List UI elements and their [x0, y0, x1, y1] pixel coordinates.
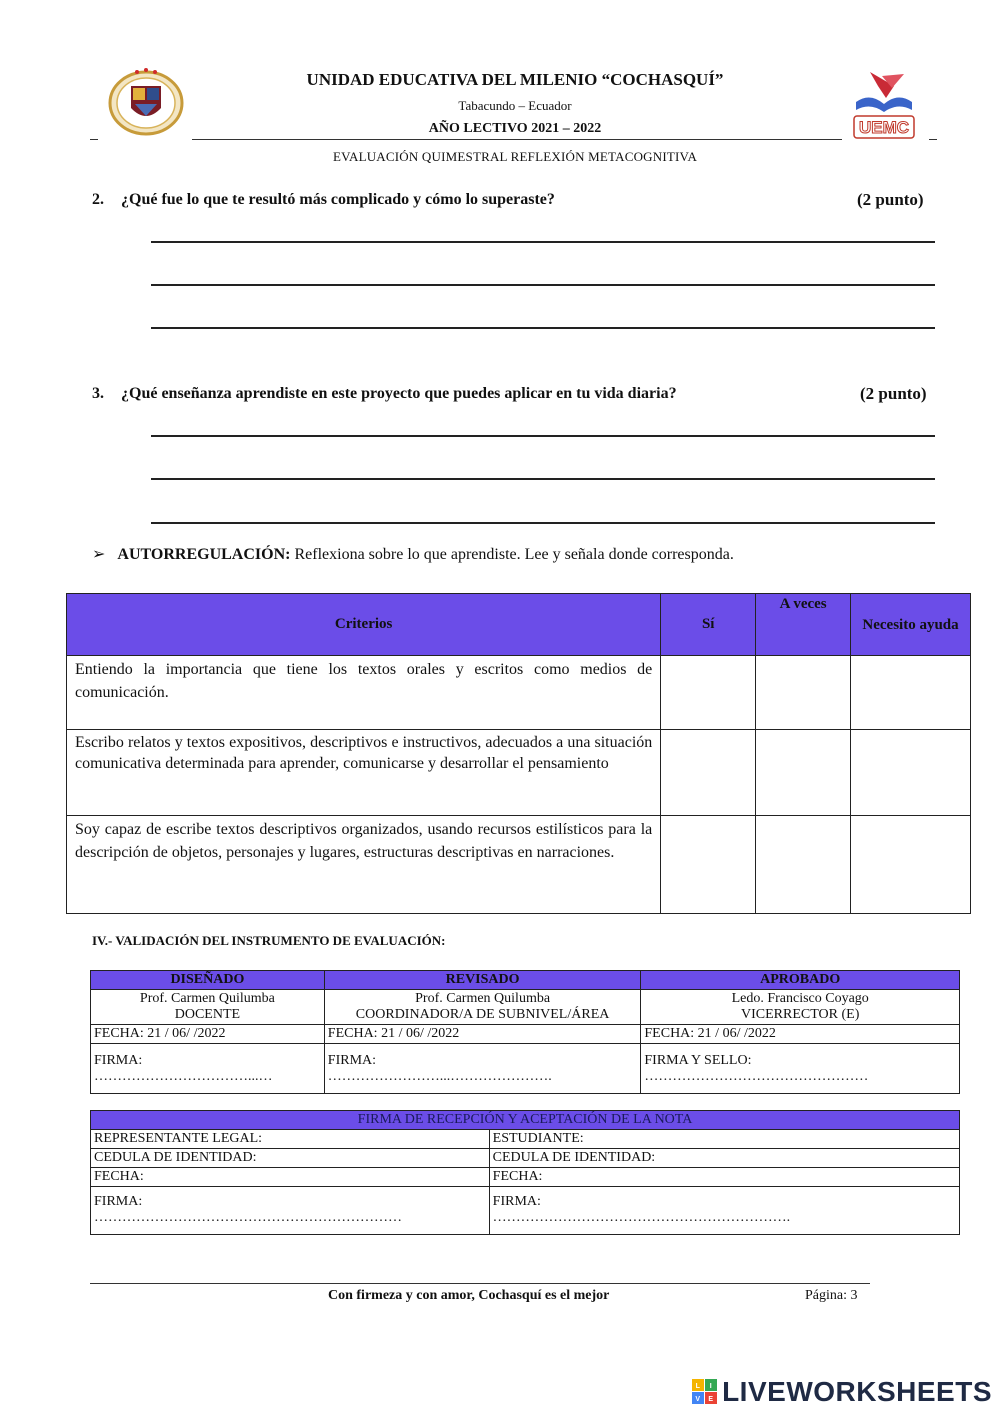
criteria-header-row	[67, 594, 971, 656]
signature-dots: ……………………………...…	[94, 1069, 273, 1084]
representante-field[interactable]: REPRESENTANTE LEGAL:	[91, 1130, 490, 1149]
signature-label: FIRMA:	[94, 1053, 143, 1068]
signature-field[interactable]	[641, 1044, 960, 1094]
revisado-header: REVISADO	[324, 971, 641, 990]
check-cell-necesito-ayuda[interactable]	[851, 816, 971, 914]
page-number: Página: 3	[805, 1288, 858, 1303]
disenado-header: DISEÑADO	[91, 971, 325, 990]
criteria-text: Escribo relatos y textos expositivos, descriptivos e instructivos, adecuados a una situación comunicativa determinada para aprender, comunicarse y desarrollar el pensamiento	[67, 730, 661, 816]
question-text: ¿Qué enseñanza aprendiste en este proyecto que puedes aplicar en tu vida diaria?	[121, 385, 677, 402]
check-cell-si[interactable]	[661, 816, 756, 914]
signature-label: FIRMA:	[327, 1053, 377, 1068]
signature-label: FIRMA Y SELLO:	[644, 1053, 752, 1068]
answer-line[interactable]	[151, 478, 935, 480]
aprobado-header: APROBADO	[641, 971, 960, 990]
validation-table	[90, 970, 960, 1094]
signature-dots: …………………………………………………………	[94, 1210, 402, 1225]
footer-motto: Con firmeza y con amor, Cochasquí es el mejor	[328, 1288, 610, 1303]
question-points: (2 punto)	[860, 384, 927, 403]
validation-signature-row	[91, 1044, 960, 1094]
answer-line[interactable]	[151, 327, 935, 329]
svg-text:V: V	[695, 1396, 701, 1403]
reception-signature-row	[91, 1187, 960, 1235]
reception-row	[91, 1130, 960, 1149]
cedula-estudiante-field[interactable]: CEDULA DE IDENTIDAD:	[489, 1149, 959, 1168]
signature-dots: ……………………………………………………….	[492, 1210, 791, 1225]
autorregulacion-label: AUTORREGULACIÓN:	[117, 546, 291, 563]
liveworksheets-logo-icon	[692, 1379, 718, 1405]
criteria-text: Entiendo la importancia que tiene los textos orales y escritos como medios de comunicación.	[67, 656, 661, 730]
uemc-logo	[848, 64, 920, 140]
arrow-bullet-icon: ➢	[92, 546, 106, 563]
a-veces-header: A veces	[756, 594, 851, 656]
reception-table	[90, 1110, 960, 1235]
validation-date: FECHA: 21 / 06/ /2022	[91, 1025, 325, 1044]
evaluation-title: EVALUACIÓN QUIMESTRAL REFLEXIÓN METACOGNITIVA	[332, 149, 698, 164]
check-cell-si[interactable]	[661, 656, 756, 730]
footer-divider	[90, 1283, 870, 1284]
signature-dots: ……………………...………………….	[327, 1069, 552, 1084]
signer-name: Ledo. Francisco Coyago	[731, 991, 869, 1006]
school-city: Tabacundo – Ecuador	[458, 98, 572, 113]
cedula-representante-field[interactable]: CEDULA DE IDENTIDAD:	[91, 1149, 490, 1168]
uemc-logo-text: UEMC	[858, 118, 910, 137]
validation-date: FECHA: 21 / 06/ /2022	[324, 1025, 641, 1044]
header-divider	[192, 139, 842, 140]
autorregulacion-text: Reflexiona sobre lo que aprendiste. Lee y señala donde corresponda.	[294, 546, 734, 563]
question-number: 3.	[92, 385, 104, 402]
reception-row	[91, 1149, 960, 1168]
signer-name: Prof. Carmen Quilumba	[139, 991, 275, 1006]
criteria-text: Soy capaz de escribe textos descriptivos organizados, usando recursos estilísticos para la descripción de objetos, personajes y lugares, estructuras descriptivas en narraciones.	[67, 816, 661, 914]
firma-estudiante-field[interactable]	[489, 1187, 959, 1235]
header-divider-right	[929, 139, 937, 140]
estudiante-field[interactable]: ESTUDIANTE:	[489, 1130, 959, 1149]
validation-section-title: IV.- VALIDACIÓN DEL INSTRUMENTO DE EVALUACIÓN:	[92, 933, 446, 948]
check-cell-a-veces[interactable]	[756, 730, 851, 816]
svg-text:E: E	[708, 1396, 714, 1403]
check-cell-si[interactable]	[661, 730, 756, 816]
validation-names-row	[91, 990, 960, 1025]
svg-text:L: L	[695, 1383, 701, 1390]
criteria-row	[67, 656, 971, 730]
check-cell-a-veces[interactable]	[756, 656, 851, 730]
validation-header-row	[91, 971, 960, 990]
autorregulacion-instruction	[92, 544, 734, 564]
signature-field[interactable]	[91, 1044, 325, 1094]
fecha-estudiante-field[interactable]: FECHA:	[489, 1168, 959, 1187]
reception-header-row	[91, 1111, 960, 1130]
validation-name-cell	[324, 990, 641, 1025]
school-crest-logo	[107, 66, 185, 136]
signer-role: VICERRECTOR (E)	[741, 1007, 860, 1022]
fecha-representante-field[interactable]: FECHA:	[91, 1168, 490, 1187]
signer-role: COORDINADOR/A DE SUBNIVEL/ÁREA	[355, 1007, 610, 1022]
answer-line[interactable]	[151, 284, 935, 286]
reception-title: FIRMA DE RECEPCIÓN Y ACEPTACIÓN DE LA NOTA	[91, 1111, 960, 1130]
signature-dots: …………………………………………	[644, 1069, 869, 1084]
validation-date: FECHA: 21 / 06/ /2022	[641, 1025, 960, 1044]
signature-label: FIRMA:	[492, 1194, 541, 1209]
signature-field[interactable]	[324, 1044, 641, 1094]
question-text: ¿Qué fue lo que te resultó más complicado y cómo lo superaste?	[121, 191, 555, 208]
reception-row	[91, 1168, 960, 1187]
signer-name: Prof. Carmen Quilumba	[415, 991, 551, 1006]
necesito-ayuda-header: Necesito ayuda	[851, 594, 971, 656]
liveworksheets-watermark[interactable]	[692, 1376, 992, 1408]
svg-text:I: I	[709, 1383, 713, 1390]
check-cell-a-veces[interactable]	[756, 816, 851, 914]
check-cell-necesito-ayuda[interactable]	[851, 730, 971, 816]
validation-name-cell	[641, 990, 960, 1025]
validation-dates-row	[91, 1025, 960, 1044]
answer-line[interactable]	[151, 435, 935, 437]
school-name: UNIDAD EDUCATIVA DEL MILENIO “COCHASQUÍ”	[306, 70, 724, 89]
watermark-text: LIVEWORKSHEETS	[722, 1376, 992, 1407]
answer-line[interactable]	[151, 522, 935, 524]
firma-representante-field[interactable]	[91, 1187, 490, 1235]
signature-label: FIRMA:	[94, 1194, 143, 1209]
school-year: AÑO LECTIVO 2021 – 2022	[428, 121, 602, 136]
criterios-header: Criterios	[67, 594, 661, 656]
check-cell-necesito-ayuda[interactable]	[851, 656, 971, 730]
criteria-row	[67, 730, 971, 816]
header-divider-left	[90, 139, 98, 140]
criteria-row	[67, 816, 971, 914]
validation-name-cell	[91, 990, 325, 1025]
question-number: 2.	[92, 191, 104, 208]
signer-role: DOCENTE	[174, 1007, 241, 1022]
question-points: (2 punto)	[857, 190, 924, 209]
answer-line[interactable]	[151, 241, 935, 243]
criteria-table	[66, 593, 971, 914]
si-header: Sí	[661, 594, 756, 656]
